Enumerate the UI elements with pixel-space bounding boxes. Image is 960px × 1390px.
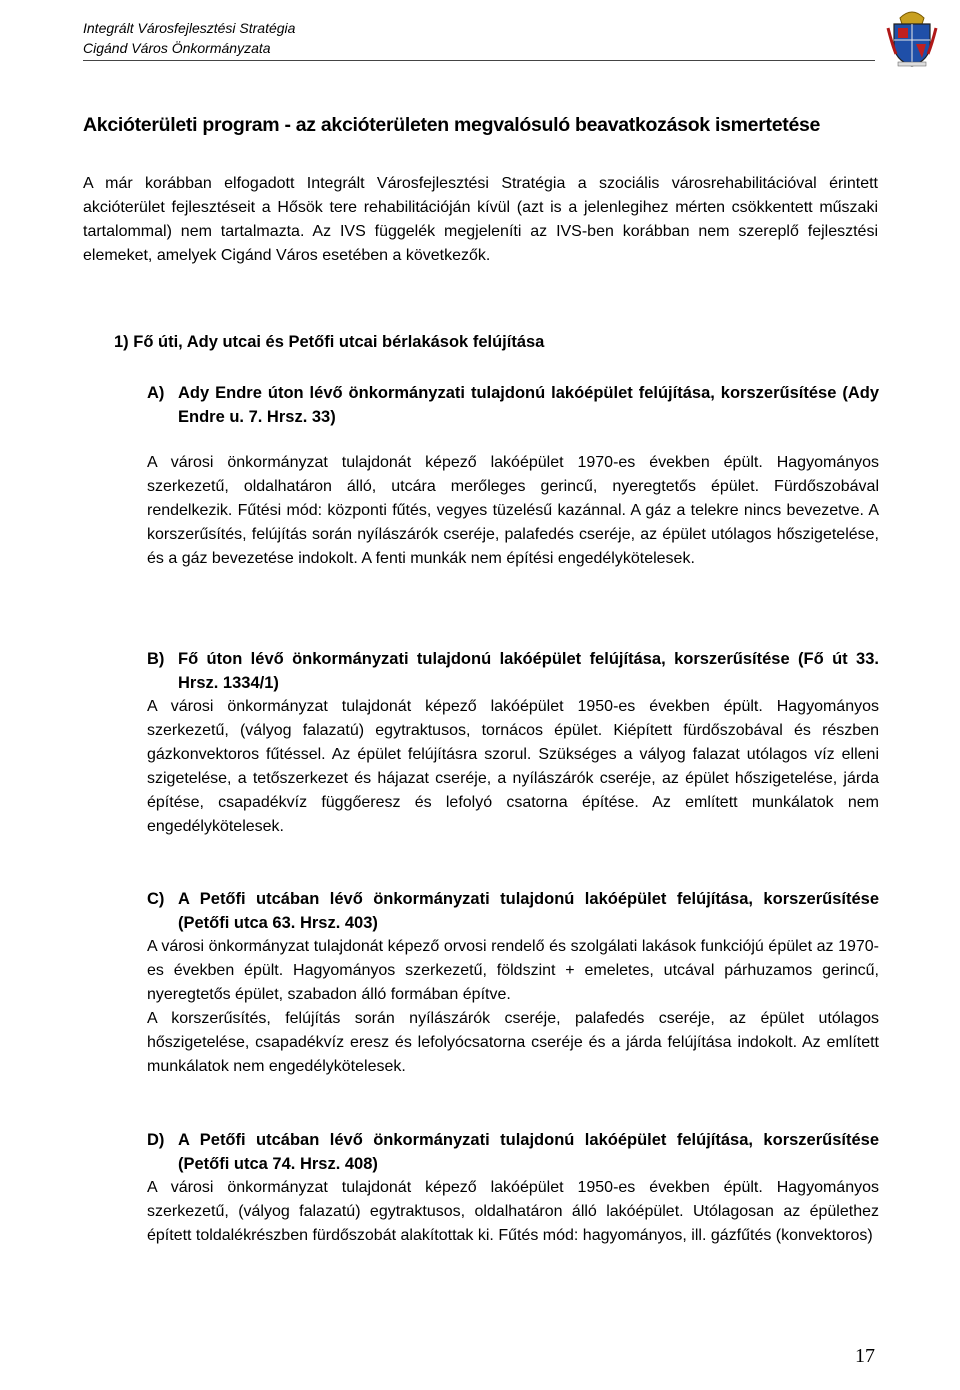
subsection-c-heading <box>147 887 879 935</box>
coat-of-arms-icon <box>886 4 938 68</box>
page-header <box>83 18 875 60</box>
subsection-d-heading <box>147 1128 879 1176</box>
subsection-b-label: B) <box>147 650 165 668</box>
subsection-a-body: A városi önkormányzat tulajdonát képező lakóépület 1970-es években épült. Hagyományos szerkezetű, oldalhatáron álló, utcára merőleges gerincű, nyeregtetős épület. Fürdőszobával rendelkezik. Fűtési mód: központi fűtés, vegyes tüzelésű kazánnal. A gáz a telekre nincs bevezetve. A korszerűsítés, felújítás során nyílászárók cseréje, palafedés cseréje, az épület utólagos hőszigetelése, és a gáz bevezetése indokolt. A fenti munkák nem építési engedélykötelesek. <box>147 454 879 567</box>
subsection-b-title: Fő úton lévő önkormányzati tulajdonú lakóépület felújítása, korszerűsítése (Fő út 33. Hrsz. 1334/1) <box>178 650 879 692</box>
subsection-a-title: Ady Endre úton lévő önkormányzati tulajdonú lakóépület felújítása, korszerűsítése (Ady Endre u. 7. Hrsz. 33) <box>178 384 879 426</box>
header-municipality: Cigánd Város Önkormányzata <box>83 40 271 56</box>
section-heading-1: 1) Fő úti, Ady utcai és Petőfi utcai bérlakások felújítása <box>114 333 545 351</box>
subsection-c <box>147 887 879 1079</box>
subsection-a-label: A) <box>147 384 165 402</box>
subsection-c-title: A Petőfi utcában lévő önkormányzati tulajdonú lakóépület felújítása, korszerűsítése (Petőfi utca 63. Hrsz. 403) <box>178 890 879 932</box>
subsection-c-label: C) <box>147 890 165 908</box>
subsection-d-body: A városi önkormányzat tulajdonát képező lakóépület 1950-es években épült. Hagyományos szerkezetű, (vályog falazatú) egytraktusos, oldalhatáron álló lakóépület. Utólagosan az épülethez épített toldalékrészben fürdőszobát alakítottak ki. Fűtés mód: hagyományos, ill. gázfűtés (konvektoros) <box>147 1179 879 1244</box>
subsection-b-heading <box>147 647 879 695</box>
header-strategy-title: Integrált Városfejlesztési Stratégia <box>83 20 296 36</box>
subsection-d-title: A Petőfi utcában lévő önkormányzati tulajdonú lakóépület felújítása, korszerűsítése (Petőfi utca 74. Hrsz. 408) <box>178 1131 879 1173</box>
subsection-b-body: A városi önkormányzat tulajdonát képező lakóépület 1950-es években épült. Hagyományos szerkezetű, (vályog falazatú) egytraktusos, tornácos épület. Kiépített fürdőszobával és részben gázkonvektoros fűtéssel. Az épület felújításra szorul. Szükséges a vályog falazat utólagos víz elleni szigetelése, a tetőszerkezet és hájazat cseréje, a nyílászárók cseréje, az épület hőszigetelése, járda építése, csapadékvíz függőeresz és lefolyó csatorna építése. Az említett munkálatok nem engedélykötelesek. <box>147 698 879 835</box>
subsection-c-body: A városi önkormányzat tulajdonát képező orvosi rendelő és szolgálati lakások funkciójú épület az 1970-es években épült. Hagyományos szerkezetű, földszint + emeletes, utcával párhuzamos gerincű, nyeregtetős épület, szabadon álló formában építve. <box>147 938 879 1003</box>
page-number: 17 <box>855 1345 875 1367</box>
page-title: Akcióterületi program - az akcióterületen megvalósuló beavatkozások ismertetése <box>83 114 821 136</box>
subsection-c-body-2: A korszerűsítés, felújítás során nyílászárók cseréje, palafedés cseréje, az épület utólagos hőszigetelése, csapadékvíz eresz és lefolyócsatorna cseréje és a járda felújítása indokolt. Az említett munkálatok nem engedélykötelesek. <box>147 1010 879 1075</box>
header-rule <box>83 60 875 61</box>
subsection-a-heading <box>147 381 879 429</box>
intro-paragraph: A már korábban elfogadott Integrált Városfejlesztési Stratégia a szociális városrehabilitációval érintett akcióterület fejlesztéseit a Hősök tere rehabilitációján kívül (azt is a jelenlegihez mérten csökkentett műszaki tartalommal) nem tartalmazta. Az IVS függelék megjeleníti az IVS-ben korábban nem szereplő fejlesztési elemeket, amelyek Cigánd Város esetében a következők. <box>83 175 878 264</box>
subsection-a <box>147 381 879 571</box>
subsection-b <box>147 647 879 839</box>
subsection-d-label: D) <box>147 1131 165 1149</box>
subsection-d <box>147 1128 879 1248</box>
